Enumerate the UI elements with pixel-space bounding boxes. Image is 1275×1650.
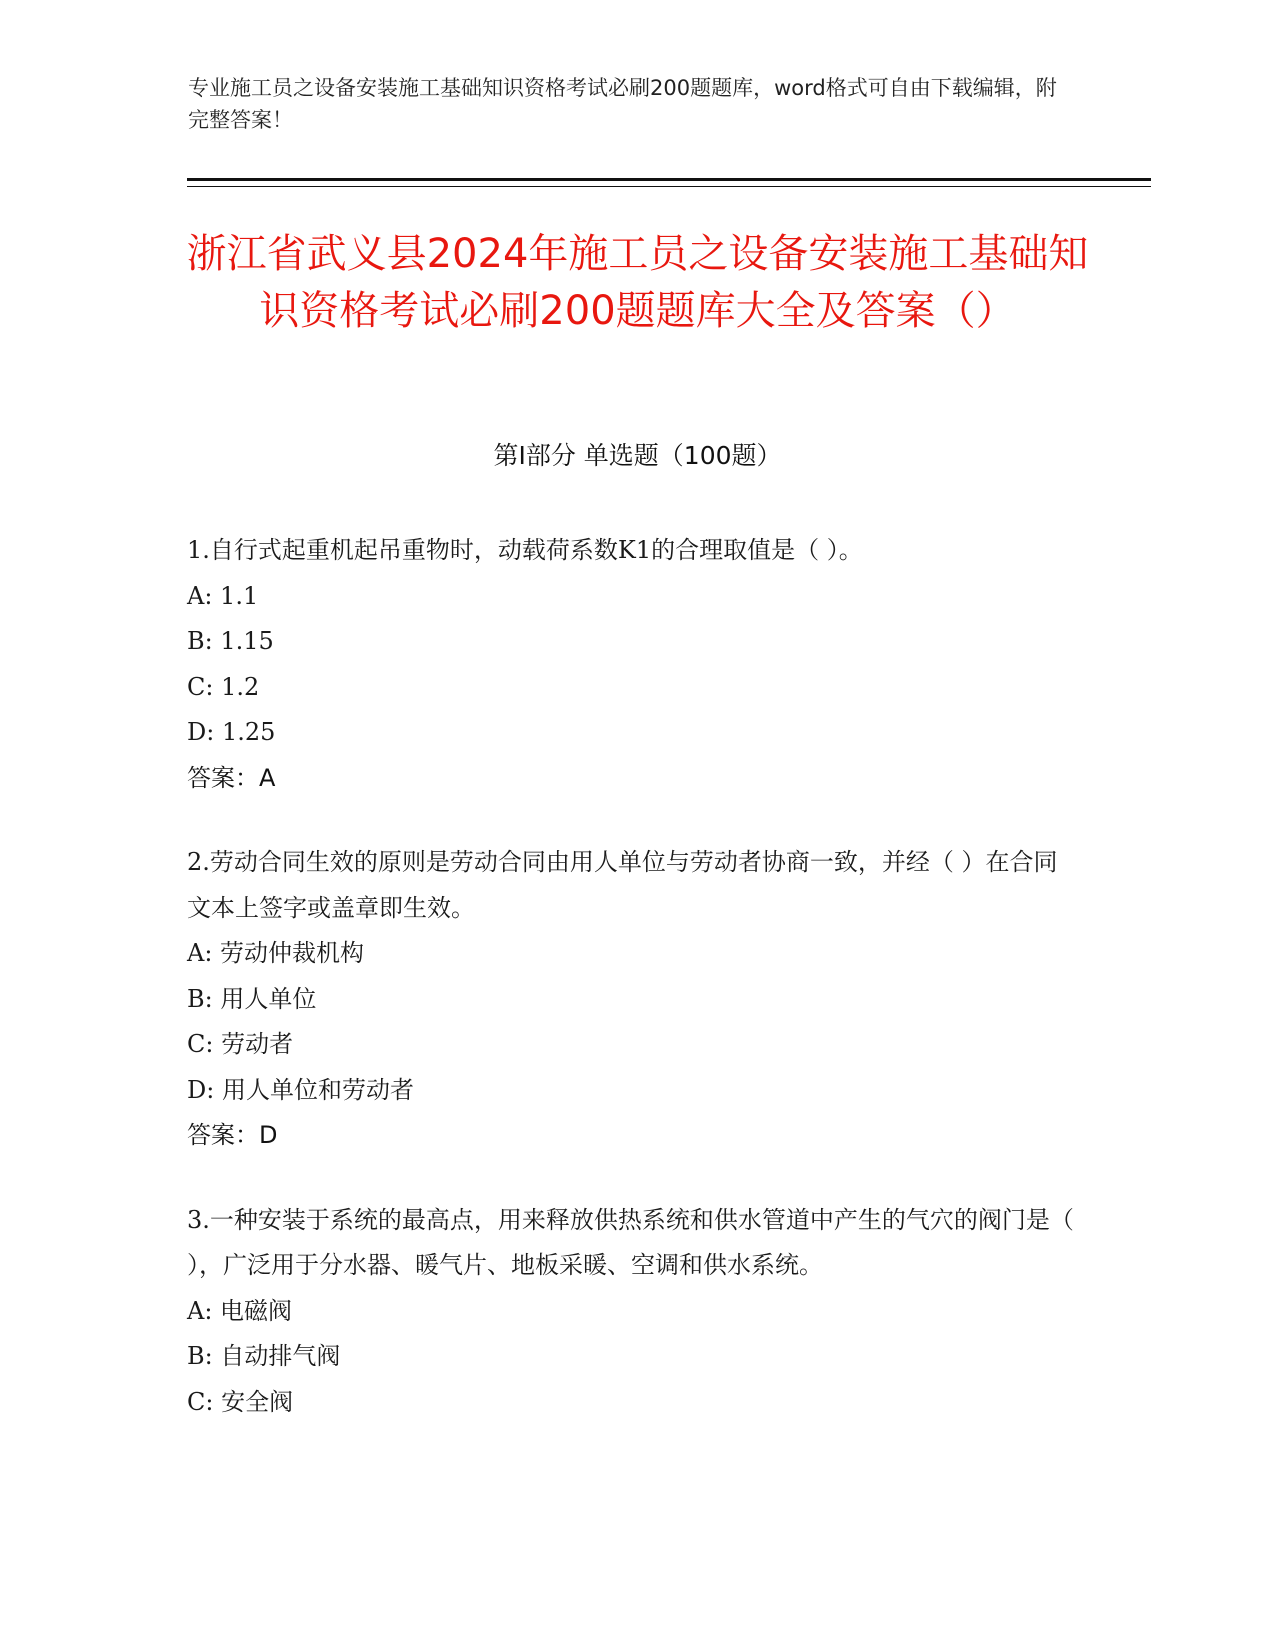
- option-c: C: 劳动者: [187, 1030, 294, 1058]
- option-b: B: 用人单位: [187, 984, 317, 1013]
- option-c: C: 安全阀: [187, 1387, 294, 1416]
- question-3: [187, 1198, 1077, 1426]
- question-list: [187, 528, 1077, 1464]
- option-a: A: 劳动仲裁机构: [187, 939, 365, 967]
- header-note: 专业施工员之设备安装施工基础知识资格考试必刷200题题库，word格式可自由下载编辑，附完整答案！: [188, 76, 1057, 132]
- section-title: 第Ⅰ部分 单选题（100题）: [493, 441, 782, 470]
- option-a: A: 电磁阀: [187, 1296, 293, 1325]
- answer-line: 答案：A: [187, 763, 276, 792]
- answer-line: 答案：D: [187, 1121, 278, 1149]
- option-b: B: 自动排气阀: [187, 1342, 341, 1370]
- option-d: D: 1.25: [187, 718, 276, 746]
- option-c: C: 1.2: [187, 672, 260, 701]
- question-1: [187, 528, 1077, 801]
- header-rule-thick: [187, 178, 1151, 181]
- document-title: 浙江省武义县2024年施工员之设备安装施工基础知识资格考试必刷200题题库大全及答案（）: [186, 231, 1089, 334]
- option-d: D: 用人单位和劳动者: [187, 1075, 414, 1104]
- option-a: A: 1.1: [187, 581, 259, 610]
- header-rule-thin: [187, 186, 1151, 187]
- question-stem: 1.自行式起重机起吊重物时，动载荷系数K1的合理取值是（ ）。: [187, 536, 863, 564]
- question-2: [187, 840, 1077, 1159]
- option-b: B: 1.15: [187, 627, 274, 655]
- question-stem: 2.劳动合同生效的原则是劳动合同由用人单位与劳动者协商一致，并经（ ）在合同文本上签字或盖章即生效。: [187, 848, 1058, 922]
- question-stem: 3.一种安装于系统的最高点，用来释放供热系统和供水管道中产生的气穴的阀门是（ ），广泛用于分水器、暖气片、地板采暖、空调和供水系统。: [187, 1205, 1074, 1279]
